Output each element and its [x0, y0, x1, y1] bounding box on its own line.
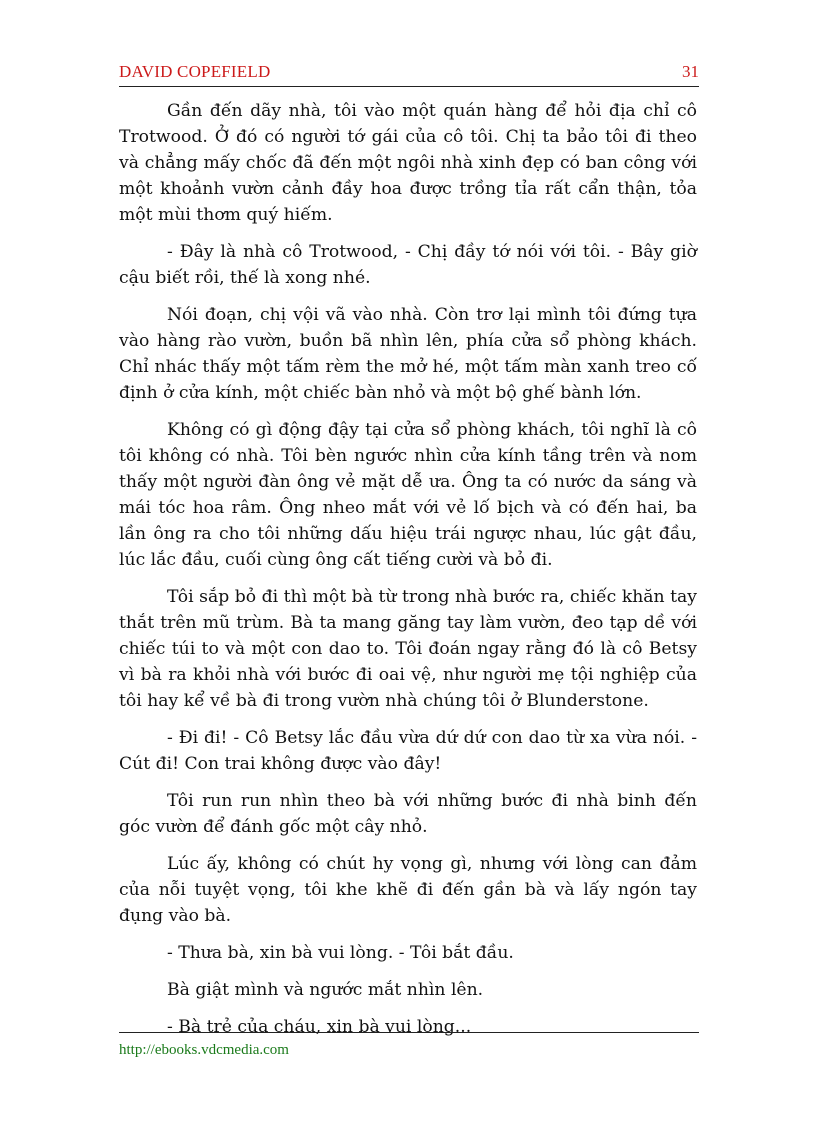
paragraph: - Thưa bà, xin bà vui lòng. - Tôi bắt đầu. — [167, 943, 514, 963]
paragraph: Nói đoạn, chị vội vã vào nhà. Còn trơ lại mình tôi đứng tựa vào hàng rào vườn, buồn bã nhìn lên, phía cửa sổ phòng khách. Chỉ nhác thấy một tấm rèm the mở hé, một tấm màn xanh treo cố định ở cửa kính, một chiếc bàn nhỏ và một bộ ghế bành lớn. — [119, 305, 697, 403]
paragraph: Gần đến dãy nhà, tôi vào một quán hàng để hỏi địa chỉ cô Trotwood. Ở đó có người tớ gái của cô tôi. Chị ta bảo tôi đi theo và chẳng mấy chốc đã đến một ngôi nhà xinh đẹp có ban công với một khoảnh vườn cảnh đầy hoa được trồng tỉa rất cẩn thận, tỏa một mùi thơm quý hiếm. — [119, 101, 697, 225]
paragraph: Tôi run run nhìn theo bà với những bước đi nhà binh đến góc vườn để đánh gốc một cây nhỏ. — [119, 791, 697, 837]
page-header — [119, 62, 699, 87]
paragraph: - Bà trẻ của cháu, xin bà vui lòng... — [167, 1017, 472, 1037]
book-title: DAVID COPEFIELD — [119, 62, 271, 81]
footer-divider — [119, 1032, 699, 1033]
paragraph: Không có gì động đậy tại cửa sổ phòng khách, tôi nghĩ là cô tôi không có nhà. Tôi bèn ngước nhìn cửa kính tầng trên và nom thấy một người đàn ông vẻ mặt dễ ưa. Ông ta có nước da sáng và mái tóc hoa râm. Ông nheo mắt với vẻ lố bịch và có đến hai, ba lần ông ra cho tôi những dấu hiệu trái ngược nhau, lúc gật đầu, lúc lắc đầu, cuối cùng ông cất tiếng cười và bỏ đi. — [119, 420, 697, 570]
body-text — [119, 98, 697, 1051]
paragraph: - Đây là nhà cô Trotwood, - Chị đầy tớ nói với tôi. - Bây giờ cậu biết rồi, thế là xong nhé. — [119, 242, 697, 288]
paragraph: Tôi sắp bỏ đi thì một bà từ trong nhà bước ra, chiếc khăn tay thắt trên mũ trùm. Bà ta mang găng tay làm vườn, đeo tạp dề với chiếc túi to và một con dao to. Tôi đoán ngay rằng đó là cô Betsy vì bà ra khỏi nhà với bước đi oai vệ, như người mẹ tội nghiệp của tôi hay kể về bà đi trong vườn nhà chúng tôi ở Blunderstone. — [119, 587, 697, 711]
footer-website-link[interactable]: http://ebooks.vdcmedia.com — [119, 1042, 289, 1058]
paragraph: - Đi đi! - Cô Betsy lắc đầu vừa dứ dứ con dao từ xa vừa nói. - Cút đi! Con trai không được vào đây! — [119, 728, 697, 774]
paragraph: Bà giật mình và ngước mắt nhìn lên. — [167, 980, 484, 1000]
page-number: 31 — [682, 62, 699, 81]
paragraph: Lúc ấy, không có chút hy vọng gì, nhưng với lòng can đảm của nỗi tuyệt vọng, tôi khe khẽ đi đến gần bà và lấy ngón tay đụng vào bà. — [119, 854, 697, 926]
